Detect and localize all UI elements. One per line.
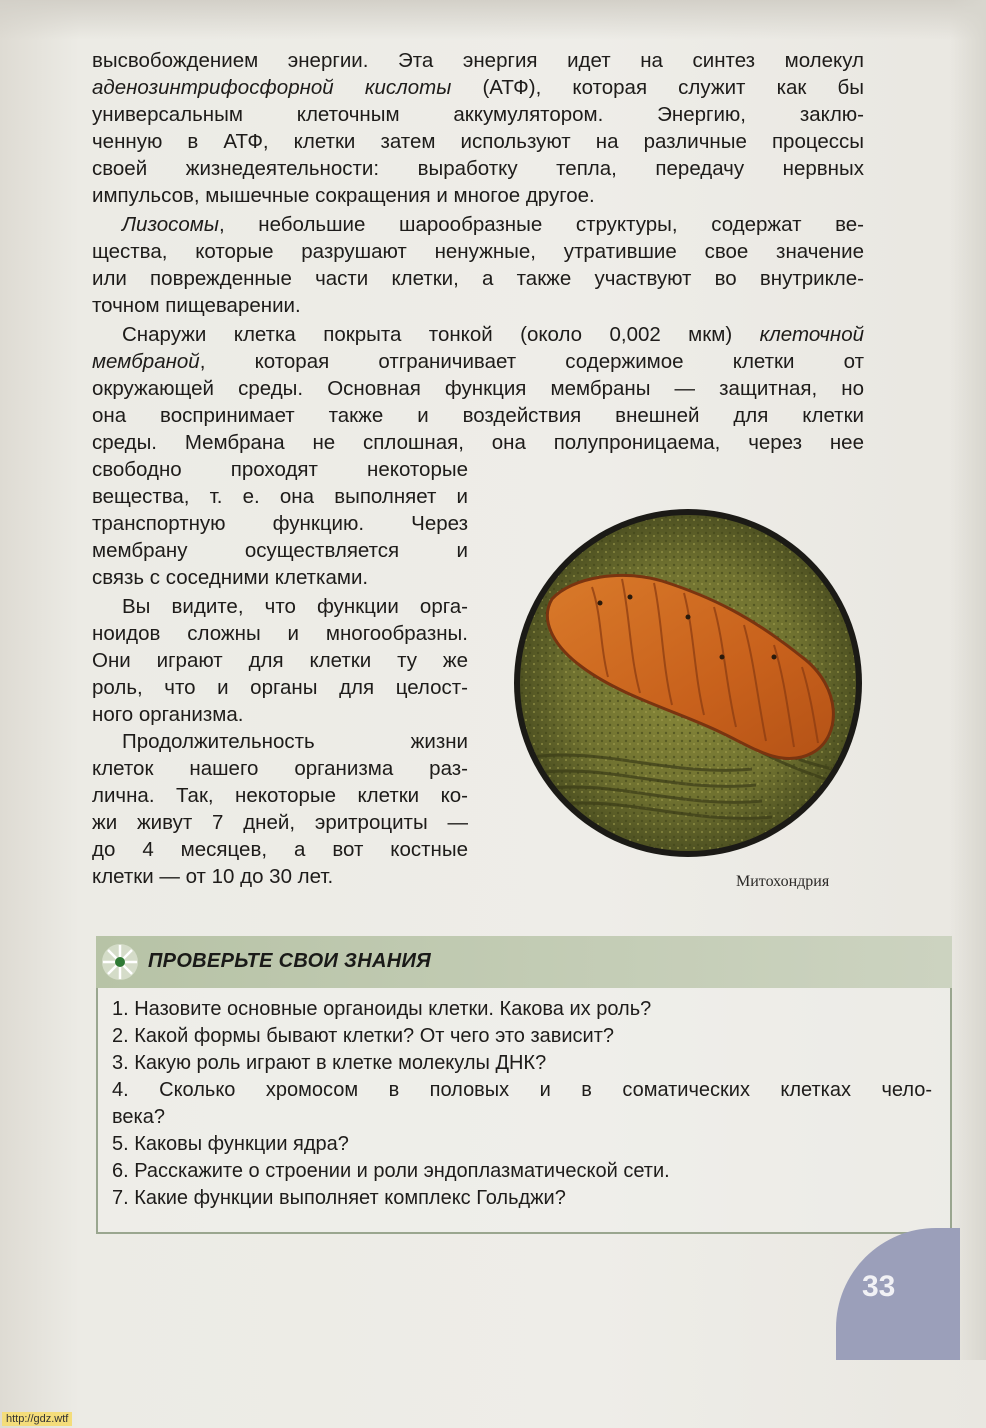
text-line: Лизосомы, небольшие шарообразные структуры, содержат ве- — [122, 213, 864, 236]
star-burst-icon — [100, 942, 140, 982]
text-line: роль, что и органы для целост- — [92, 676, 468, 699]
question-item: 7. Какие функции выполняет комплекс Гольджи? — [112, 1187, 566, 1209]
question-item: века? — [112, 1106, 165, 1128]
text-line: свободно проходят некоторые — [92, 458, 468, 481]
questions-list — [96, 988, 952, 1234]
question-item: 2. Какой формы бывают клетки? От чего это зависит? — [112, 1025, 614, 1047]
question-item: 1. Назовите основные органоиды клетки. Какова их роль? — [112, 998, 652, 1020]
text-line: до 4 месяцев, а вот костные — [92, 838, 468, 861]
paragraph-organoids — [92, 593, 468, 728]
page-number-tab — [836, 1228, 960, 1360]
text-line: мембрану осуществляется и — [92, 539, 468, 562]
page-top-shadow — [0, 0, 986, 40]
text-line: универсальным клеточным аккумулятором. Энергию, заклю- — [92, 103, 864, 126]
question-item: 5. Каковы функции ядра? — [112, 1133, 349, 1155]
watermark-link[interactable]: http://gdz.wtf — [2, 1412, 72, 1426]
paragraph-atp — [92, 47, 864, 209]
check-knowledge-header — [96, 936, 952, 988]
text-line: лична. Так, некоторые клетки ко- — [92, 784, 468, 807]
text-line: высвобождением энергии. Эта энергия идет на синтез молекул — [92, 49, 864, 72]
text-line: точном пищеварении. — [92, 294, 301, 317]
question-item: 4. Сколько хромосом в половых и в соматических клетках чело- — [112, 1079, 932, 1101]
text-line: мембраной, которая отграничивает содержимое клетки от — [92, 350, 864, 373]
term-lysosomes: Лизосомы — [122, 213, 219, 236]
text-line: аденозинтрифосфорной кислоты (АТФ), которая служит как бы — [92, 76, 864, 99]
text-line: ного организма. — [92, 703, 244, 726]
text-line: вещества, т. е. она выполняет и — [92, 485, 468, 508]
text-line: жи живут 7 дней, эритроциты — — [92, 811, 468, 834]
text-line: импульсов, мышечные сокращения и многое другое. — [92, 184, 595, 207]
text-line: Они играют для клетки ту же — [92, 649, 468, 672]
page-edge-shadow — [950, 0, 986, 1360]
text-line: ноидов сложны и многообразны. — [92, 622, 468, 645]
text-line: ченную в АТФ, клетки затем используют на различные процессы — [92, 130, 864, 153]
question-item: 3. Какую роль играют в клетке молекулы ДНК? — [112, 1052, 547, 1074]
text-line: щества, которые разрушают ненужные, утратившие свое значение — [92, 240, 864, 263]
text-line: клетки — от 10 до 30 лет. — [92, 865, 334, 888]
paragraph-lysosomes — [92, 211, 864, 319]
mitochondrion-micrograph-icon — [512, 507, 864, 859]
term-atp: аденозинтрифосфорной кислоты — [92, 76, 452, 99]
check-knowledge-box — [96, 936, 952, 1236]
paragraph-lifespan — [92, 728, 468, 890]
text-line: транспортную функцию. Через — [92, 512, 468, 535]
text-line: Вы видите, что функции орга- — [122, 595, 468, 618]
text-line: своей жизнедеятельности: выработку тепла, передачу нервных — [92, 157, 864, 180]
term-cell-membrane: клеточной — [759, 323, 864, 346]
check-knowledge-title: ПРОВЕРЬТЕ СВОИ ЗНАНИЯ — [148, 950, 432, 972]
text-line: клеток нашего организма раз- — [92, 757, 468, 780]
text-line: связь с соседними клетками. — [92, 566, 369, 589]
text-line: или поврежденные части клетки, а также участвуют во внутрикле- — [92, 267, 864, 290]
text-line: среды. Мембрана не сплошная, она полупроницаема, через нее — [92, 431, 864, 454]
text-line: Снаружи клетка покрыта тонкой (около 0,002 мкм) клеточной — [122, 323, 864, 346]
question-item: 6. Расскажите о строении и роли эндоплазматической сети. — [112, 1160, 670, 1182]
text-line: Продолжительность жизни — [122, 730, 468, 753]
text-line: окружающей среды. Основная функция мембраны — защитная, но — [92, 377, 864, 400]
page-number: 33 — [862, 1270, 896, 1303]
text-line: она воспринимает также и воздействия внешней для клетки — [92, 404, 864, 427]
figure-caption: Митохондрия — [736, 873, 830, 890]
